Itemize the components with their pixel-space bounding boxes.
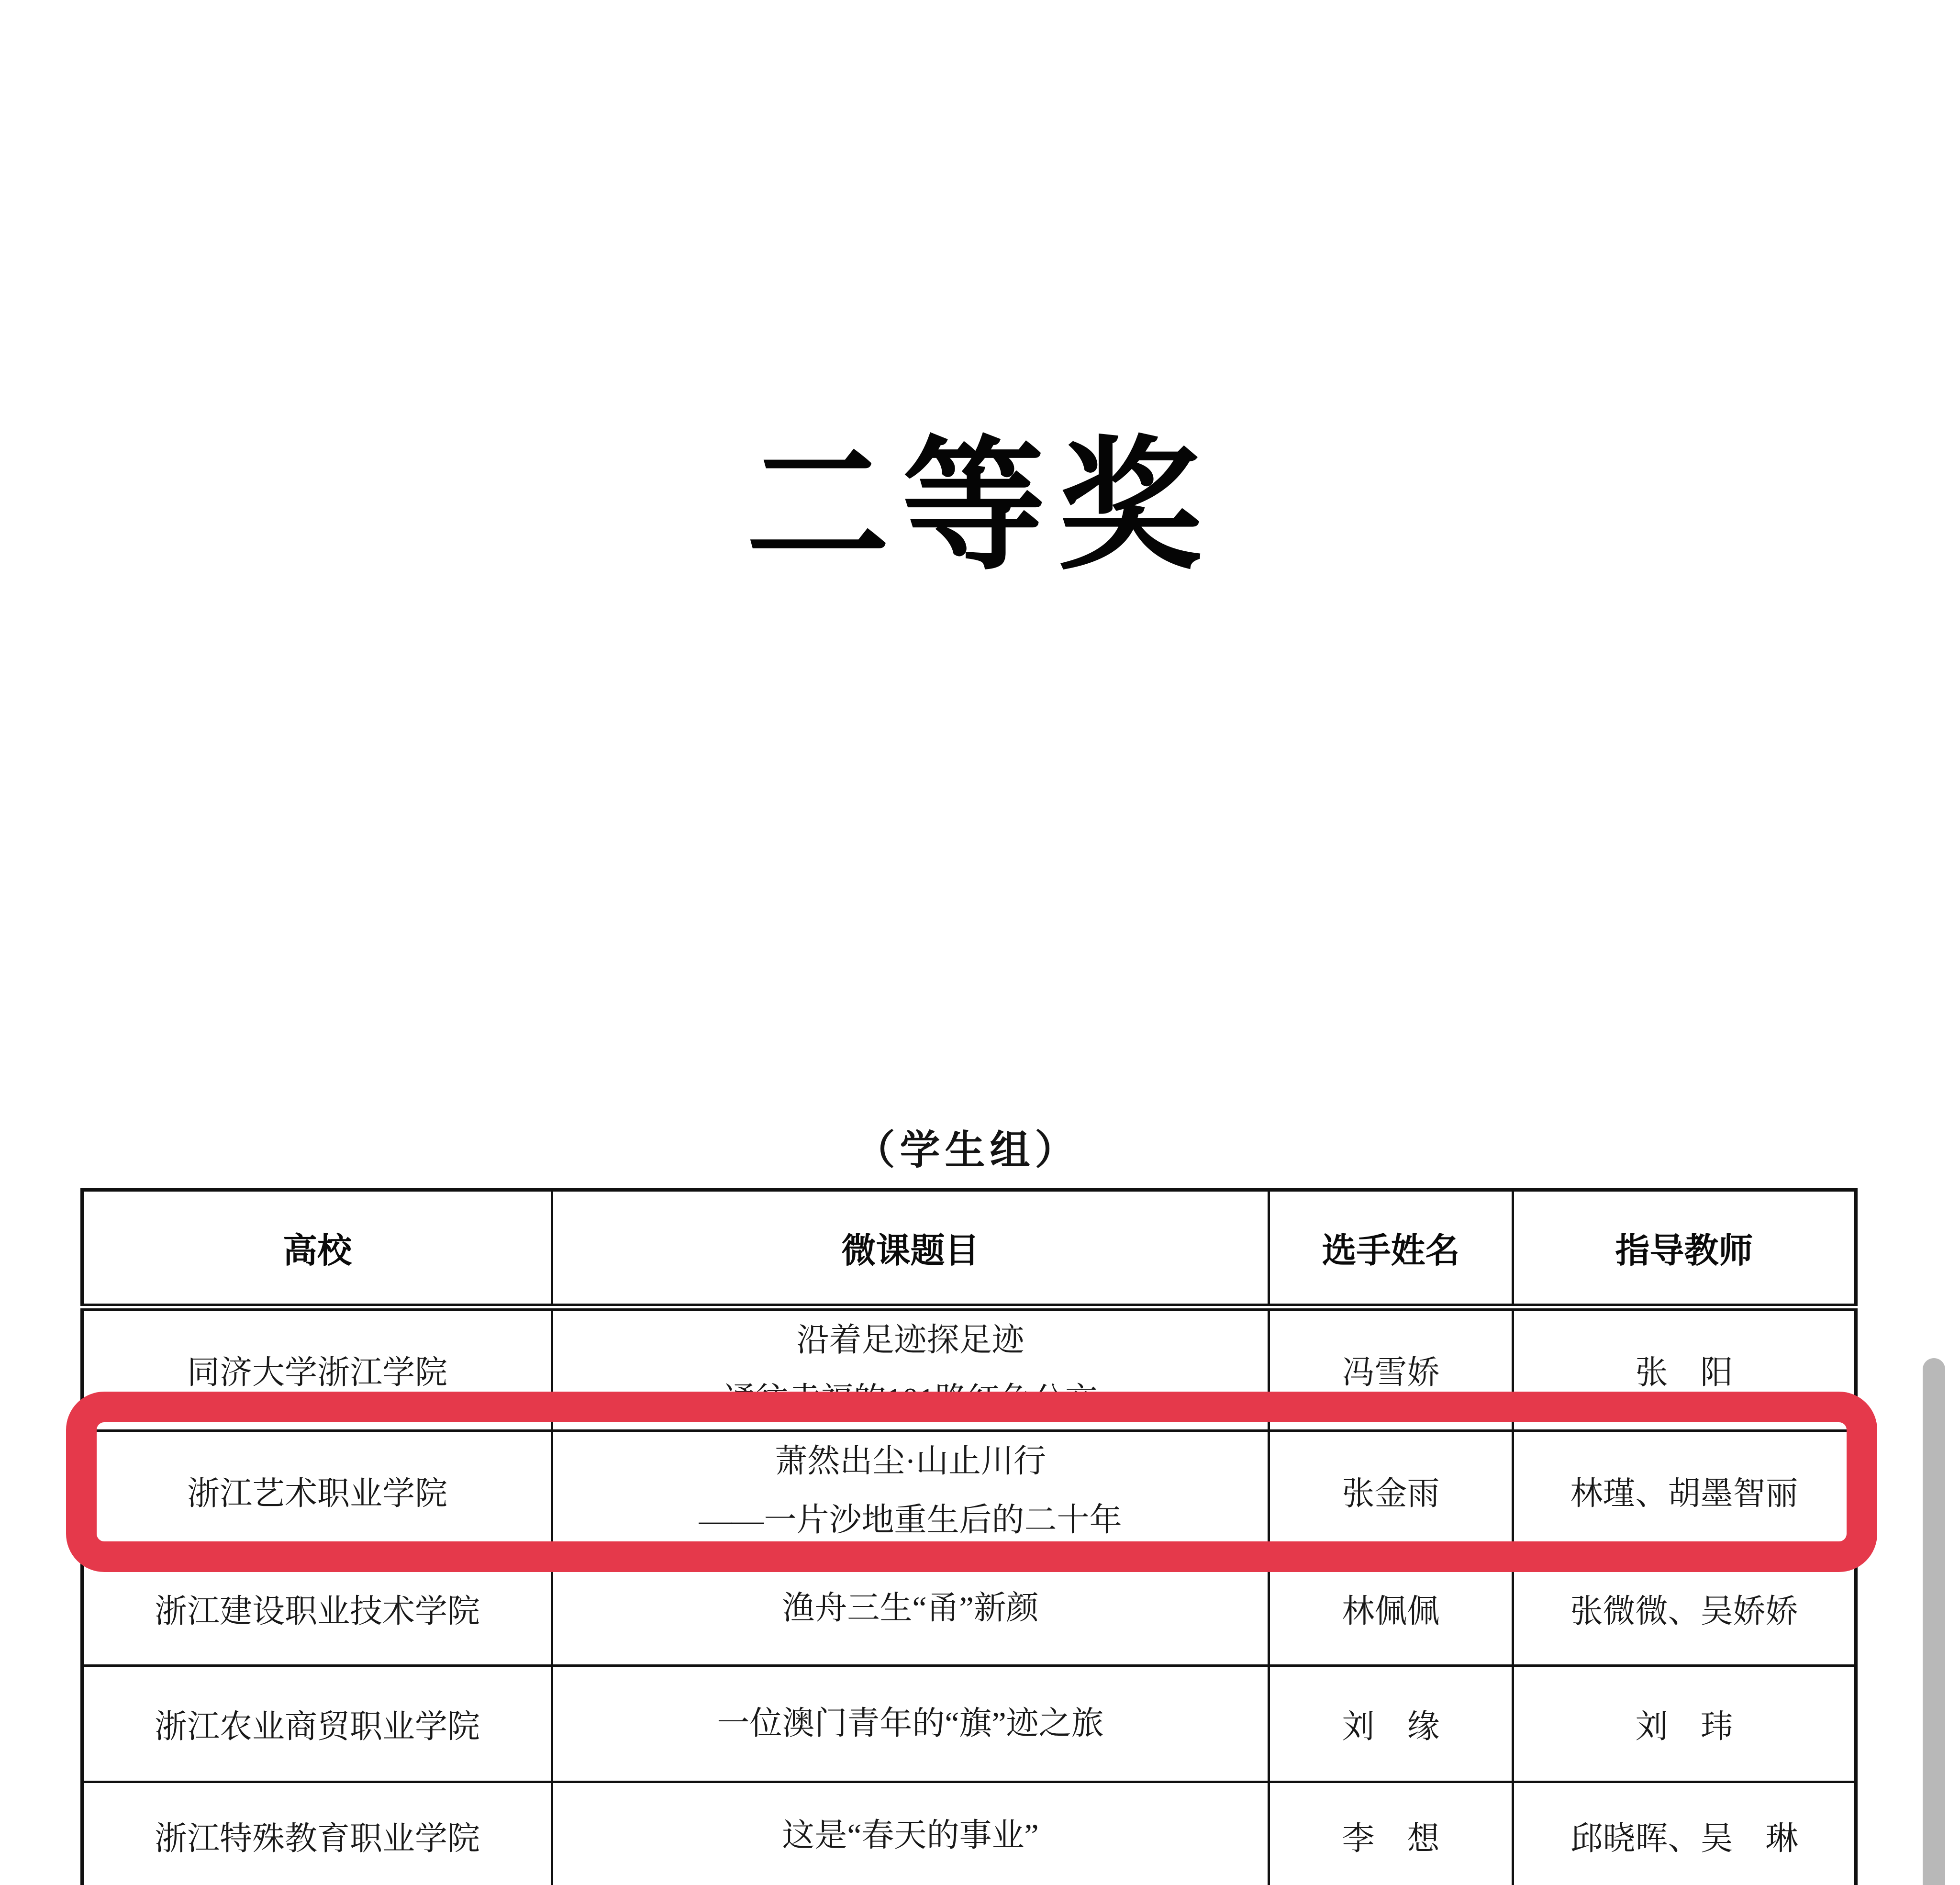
page-title: 二等奖 — [746, 428, 1214, 587]
column-header-school: 高校 — [82, 1190, 552, 1307]
course-title-line: 萧然出尘·山止川行 — [775, 1442, 1046, 1479]
header-row — [82, 1190, 1856, 1307]
course-title-line: ——一片沙地重生后的二十年 — [699, 1502, 1122, 1539]
course-title-line: 这是“春天的事业” — [782, 1817, 1039, 1854]
course-title-cell — [552, 1430, 1269, 1551]
school-cell: 浙江艺术职业学院 — [82, 1430, 552, 1551]
school-cell: 浙江农业商贸职业学院 — [82, 1666, 552, 1782]
contestant-cell: 李 想 — [1269, 1782, 1513, 1885]
teacher-cell: 张 阳 — [1513, 1307, 1856, 1431]
table-row-highlighted — [82, 1430, 1856, 1551]
column-header-contestant: 选手姓名 — [1269, 1190, 1513, 1307]
column-header-course-title: 微课题目 — [552, 1190, 1269, 1307]
teacher-cell: 张微微、吴娇娇 — [1513, 1551, 1856, 1666]
course-title-line: 一位澳门青年的“旗”迹之旅 — [717, 1705, 1104, 1742]
school-cell: 浙江特殊教育职业学院 — [82, 1782, 552, 1885]
school-cell: 同济大学浙江学院 — [82, 1307, 552, 1431]
teacher-cell: 刘 玮 — [1513, 1666, 1856, 1782]
contestant-cell: 林佩佩 — [1269, 1551, 1513, 1666]
vertical-scrollbar-thumb[interactable] — [1923, 1358, 1945, 1885]
awards-table — [80, 1188, 1858, 1885]
table-row — [82, 1307, 1856, 1431]
table-row — [82, 1551, 1856, 1666]
contestant-cell: 刘 缘 — [1269, 1666, 1513, 1782]
table-row — [82, 1666, 1856, 1782]
course-title-cell — [552, 1551, 1269, 1666]
group-label: （学生组） — [855, 1128, 1080, 1173]
column-header-teacher: 指导教师 — [1513, 1190, 1856, 1307]
course-title-line: 渔舟三生“甬”新颜 — [782, 1590, 1039, 1627]
course-title-line: 通往幸福的101路红色公交 — [723, 1381, 1098, 1417]
contestant-cell: 张金雨 — [1269, 1430, 1513, 1551]
course-title-cell — [552, 1307, 1269, 1431]
course-title-cell — [552, 1782, 1269, 1885]
contestant-cell: 冯雪娇 — [1269, 1307, 1513, 1431]
course-title-line: 沿着足迹探足迹 — [796, 1322, 1025, 1358]
teacher-cell: 邱晓晖、吴 琳 — [1513, 1782, 1856, 1885]
course-title-cell — [552, 1666, 1269, 1782]
table-row — [82, 1782, 1856, 1885]
school-cell: 浙江建设职业技术学院 — [82, 1551, 552, 1666]
teacher-cell: 林瑾、胡墨智丽 — [1513, 1430, 1856, 1551]
